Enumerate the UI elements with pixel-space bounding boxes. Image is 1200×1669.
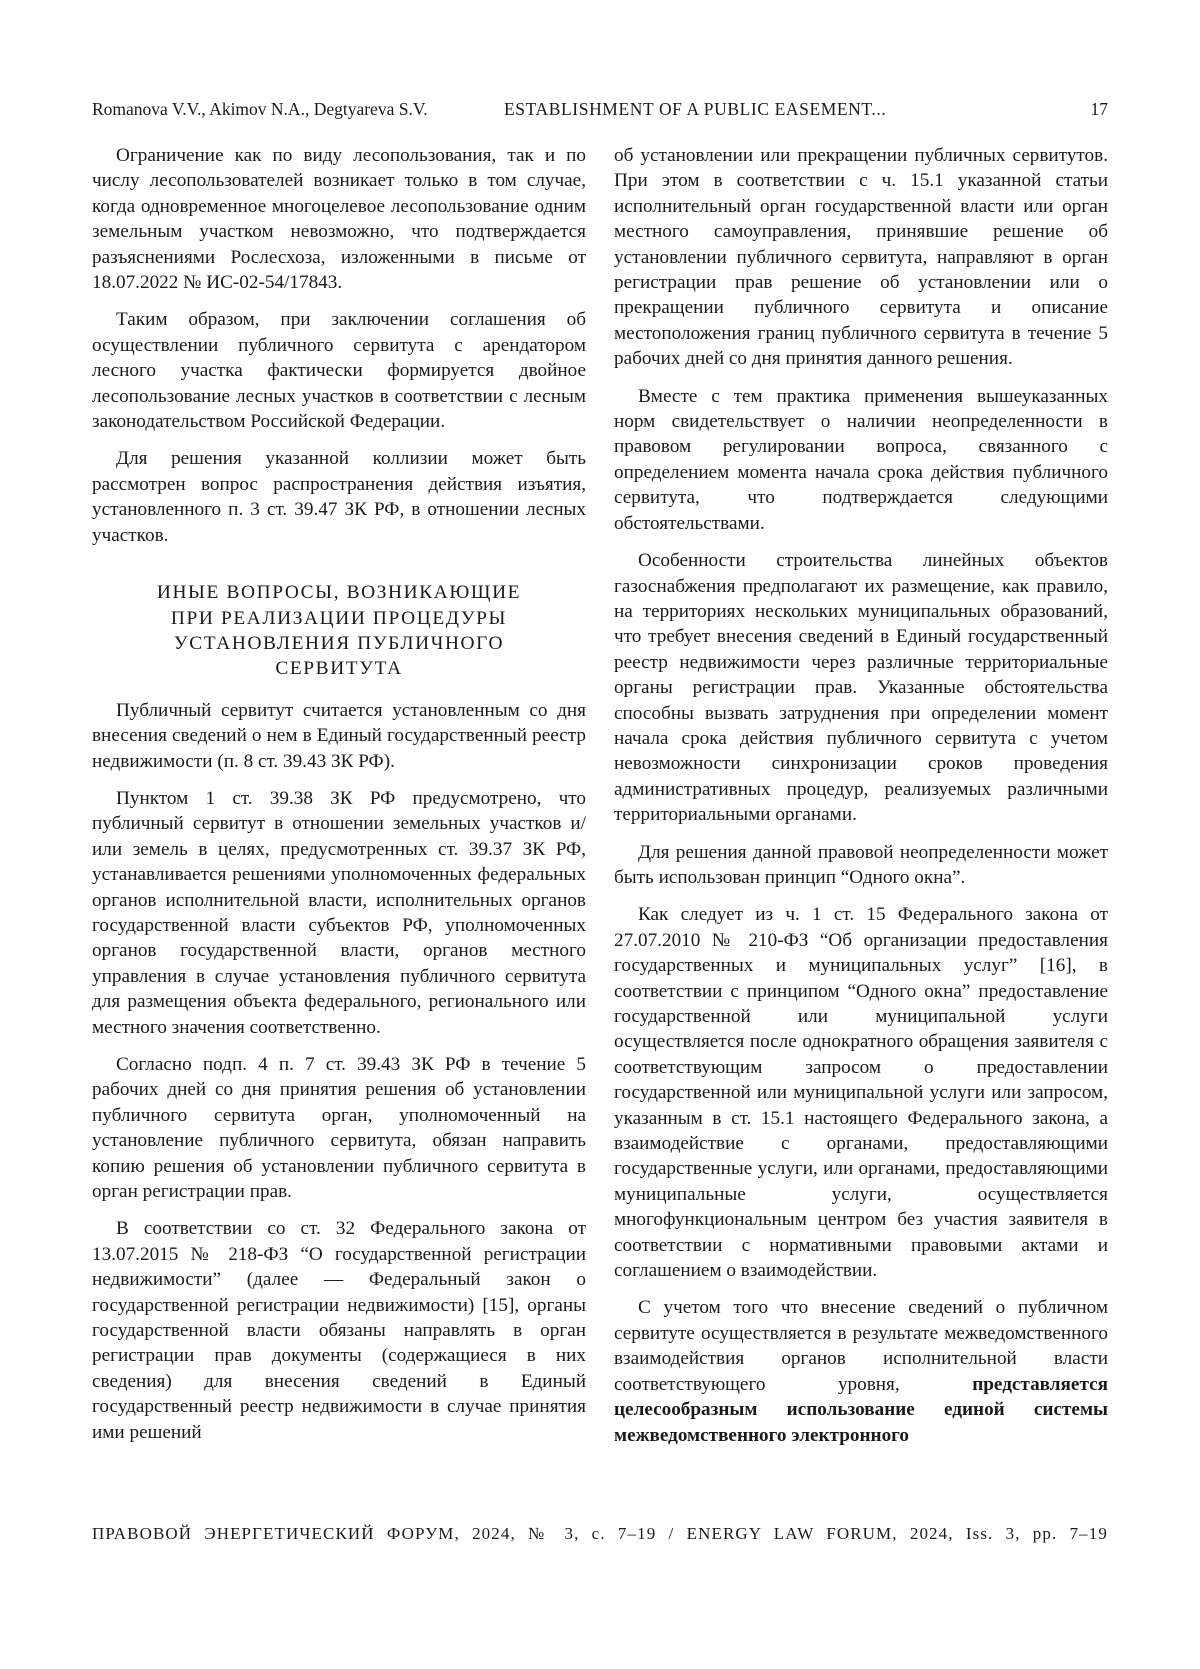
paragraph: Ограничение как по виду лесопользования, так и по числу лесопользователей возникает только в том случае, когда одновременное многоцелевое лесопользование одним земельным участком невозможно, что подтверждается разъяснениями Рослесхоза, изложенными в письме от 18.07.2022 № ИС-02-54/17843. [92,145,586,294]
paragraph: Особенности строительства линейных объектов газоснабжения предполагают их размещение, как правило, на территориях нескольких муниципальных образований, что требует внесения сведений в Единый государственный реестр недвижимости через различные территориальные органы регистрации прав. Указанные обстоятельства способны вызвать затруднения при определении момент начала срока действия публичного сервитута с учетом невозможности синхронизации сроков проведения административных процедур, реализуемых различными территориальными органами. [614,550,1108,826]
paragraph: Вместе с тем практика применения вышеуказанных норм свидетельствует о наличии неопределенности в правовом регулировании вопроса, связанного с определением момента начала срока действия публичного сервитута, что подтверждается следующими обстоятельствами. [614,385,1108,534]
section-heading-line: УСТАНОВЛЕНИЯ ПУБЛИЧНОГО [173,632,505,654]
paragraph [614,1295,1108,1447]
paragraph: Для решения данной правовой неопределенности может быть использован принцип “Одного окна”. [614,841,1108,888]
paragraph: Согласно подп. 4 п. 7 ст. 39.43 ЗК РФ в течение 5 рабочих дней со дня принятия решения об установлении публичного сервитута орган, уполномоченный на установление публичного сервитута, обязан направить копию решения об установлении публичного сервитута в орган регистрации прав. [92,1054,586,1203]
page-number: 17 [1090,99,1108,119]
paragraph: Таким образом, при заключении соглашения об осуществлении публичного сервитута с арендатором лесного участка фактически формируется двойное лесопользование лесных участков в соответствии с лесным законодательством Российской Федерации. [92,309,586,433]
paragraph-continued: об установлении или прекращении публичных сервитутов. При этом в соответствии с ч. 15.1 указанной статьи исполнительный орган государственной власти или орган местного самоуправления, принявшие решение об установлении публичного сервитута, направляют в орган регистрации прав решение об установлении или о прекращении публичного сервитута и описание местоположения границ публичного сервитута в течение 5 рабочих дней со дня принятия данного решения. [614,145,1108,370]
running-head [92,96,1108,122]
paragraph: Как следует из ч. 1 ст. 15 Федерального закона от 27.07.2010 № 210-ФЗ “Об организации предоставления государственных и муниципальных услуг” [16], в соответствии с принципом “Одного окна” предоставление государственной или муниципальной услуги осуществляется после однократного обращения заявителя с соответствующим запросом о предоставлении государственной или муниципальной услуги или запросом, указанным в ст. 15.1 настоящего Федерального закона, а взаимодействие с органами, предоставляющими государственные услуги, или органами, предоставляющими муниципальные услуги, осуществляется многофункциональным центром без участия заявителя в соответствии с нормативными правовыми актами и соглашением о взаимодействии. [614,904,1108,1282]
running-head-title: ESTABLISHMENT OF A PUBLIC EASEMENT... [504,99,887,119]
paragraph: Для решения указанной коллизии может быть рассмотрен вопрос распространения действия изъятия, установленного п. 3 ст. 39.47 ЗК РФ, в отношении лесных участков. [92,448,586,546]
running-head-authors: Romanova V.V., Akimov N.A., Degtyareva S.V. [92,99,428,119]
section-heading-line: ИНЫЕ ВОПРОСЫ, ВОЗНИКАЮЩИЕ [156,582,522,604]
journal-footer: ПРАВОВОЙ ЭНЕРГЕТИЧЕСКИЙ ФОРУМ, 2024, № 3, с. 7–19 / ENERGY LAW FORUM, 2024, Iss. 3, pp. 7–19 [92,1524,1108,1543]
emphasized-text: представляется целесообразным использование единой системы межведомственного электронного [614,1373,1108,1446]
section-heading [92,580,586,682]
right-column [614,143,1108,1460]
section-heading-line: СЕРВИТУТА [275,658,403,680]
paragraph: Пунктом 1 ст. 39.38 ЗК РФ предусмотрено, что публичный сервитут в отношении земельных участков и/или земель в целях, предусмотренных ст. 39.37 ЗК РФ, устанавливается решениями уполномоченных федеральных органов исполнительной власти, исполнительных органов государственной власти субъектов РФ, уполномоченных органов государственной власти, органов местного управления в случае установления публичного сервитута для размещения объекта федерального, регионального или местного значения соответственно. [92,787,586,1038]
paragraph: Публичный сервитут считается установленным со дня внесения сведений о нем в Единый государственный реестр недвижимости (п. 8 ст. 39.43 ЗК РФ). [92,699,586,772]
section-heading-line: ПРИ РЕАЛИЗАЦИИ ПРОЦЕДУРЫ [170,607,508,629]
paragraph-text: С учетом того что внесение сведений о публичном сервитуте осуществляется в результате межведомственного взаимодействия органов исполнительной власти соответствующего уровня, [614,1297,1108,1395]
paragraph: В соответствии со ст. 32 Федерального закона от 13.07.2015 № 218-ФЗ “О государственной регистрации недвижимости” (далее — Федеральный закон о государственной регистрации недвижимости) [15], органы государственной власти обязаны направлять в орган регистрации прав документы (содержащиеся в них сведения) для внесения сведений в Единый государственный реестр недвижимости в случае принятия ими решений [92,1218,586,1443]
left-column [92,143,586,1457]
